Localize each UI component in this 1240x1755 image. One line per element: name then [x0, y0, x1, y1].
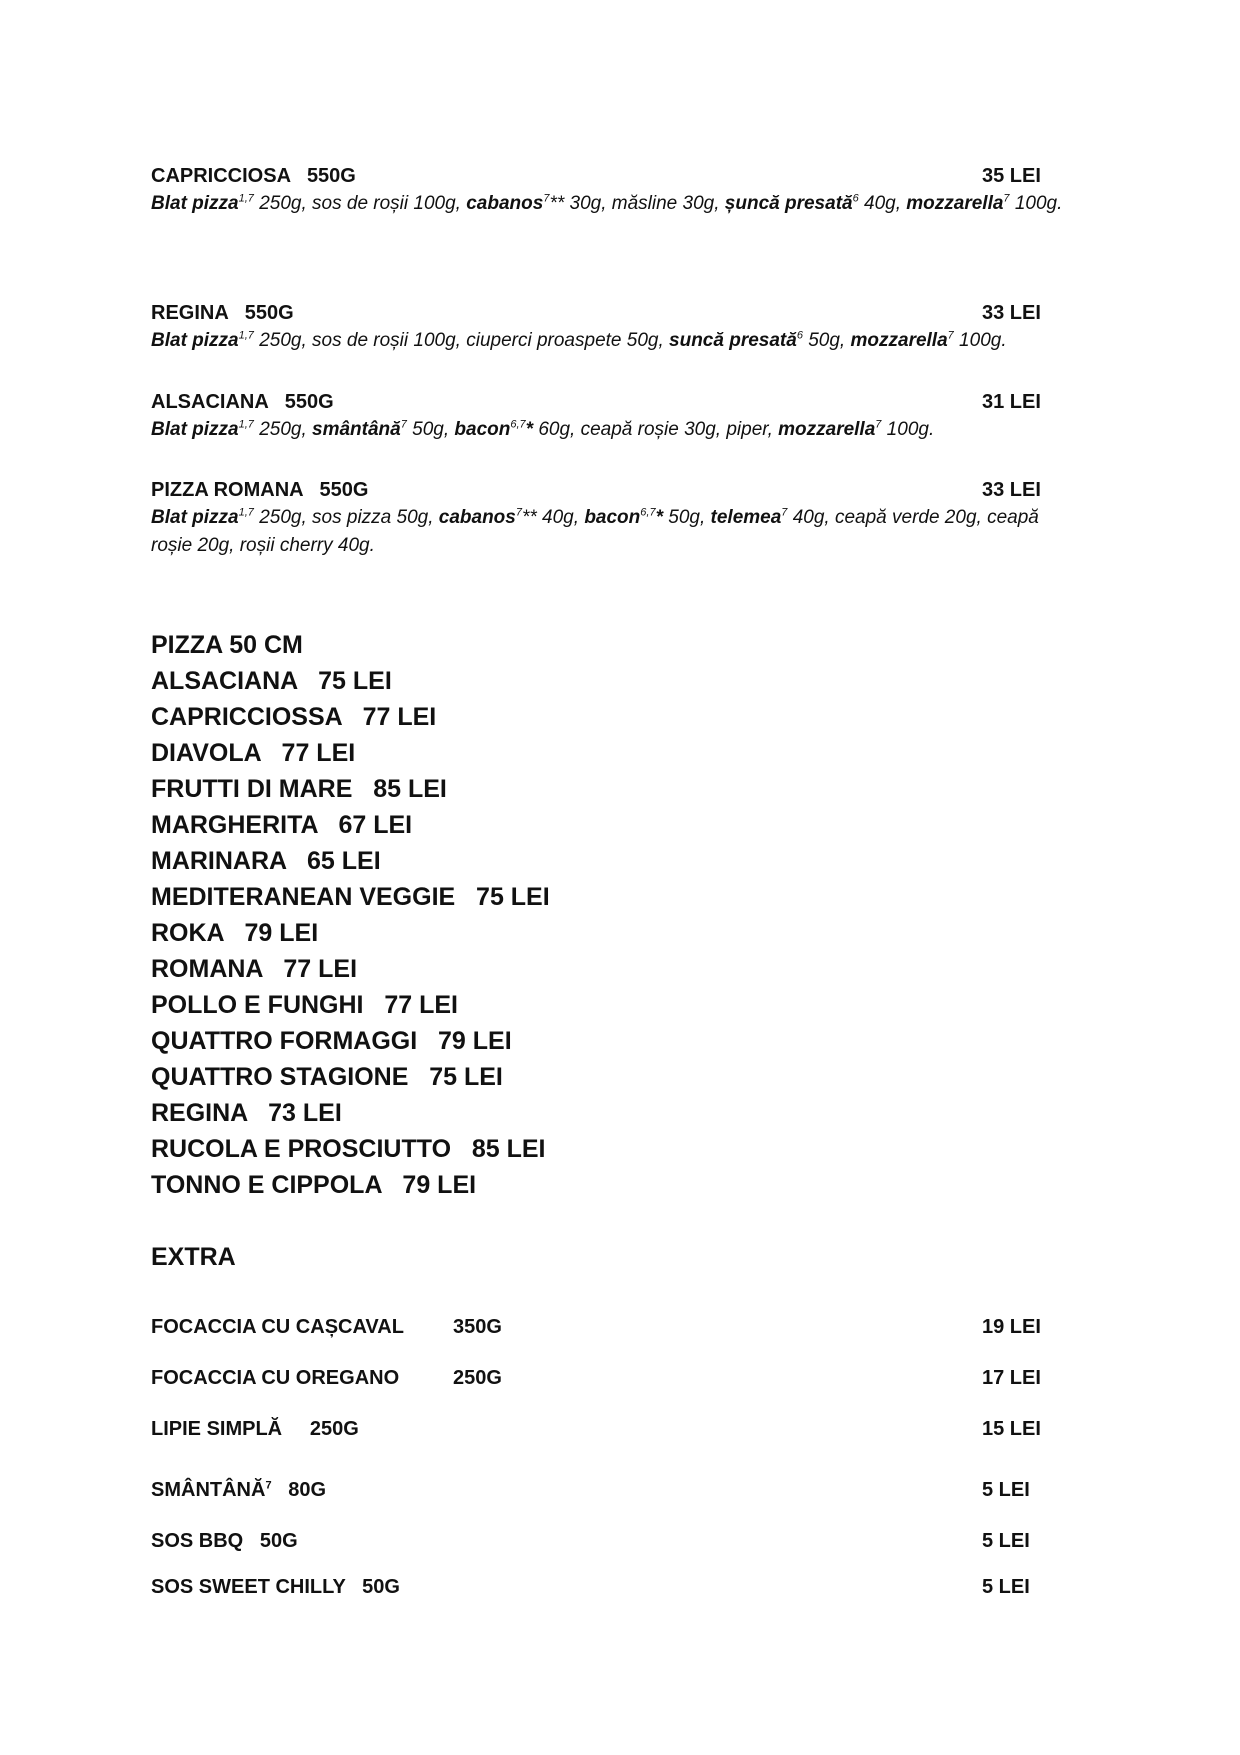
- list-item: MEDITERANEAN VEGGIE 75 LEI: [151, 883, 550, 911]
- allergen-sup: 7: [781, 506, 788, 519]
- ingredient-highlight: șuncă presată: [724, 193, 853, 214]
- ingredient-highlight: telemea: [710, 507, 782, 528]
- ingredient-highlight: mozzarella: [850, 330, 948, 351]
- allergen-sup: 1,7: [238, 418, 254, 431]
- ingredient-text: 250g, sos de roșii 100g, ciuperci proaspete 50g,: [253, 330, 670, 351]
- ingredient-text: 100g.: [1009, 193, 1063, 214]
- ingredient-highlight: Blat pizza: [151, 419, 239, 440]
- allergen-sup: 7: [265, 1479, 272, 1492]
- allergen-sup: 6: [796, 329, 803, 342]
- item-price: 31 LEI: [982, 391, 1041, 413]
- ingredient-highlight: Blat pizza: [151, 193, 239, 214]
- ingredient-highlight: bacon: [454, 419, 511, 440]
- menu-item-pizza-romana: [151, 478, 1081, 560]
- allergen-sup: 7: [1003, 192, 1010, 205]
- extra-price: 19 LEI: [982, 1316, 1041, 1338]
- ingredient-highlight: *: [655, 507, 663, 528]
- ingredient-text: 100g.: [881, 419, 935, 440]
- item-title: ALSACIANA 550G: [151, 391, 334, 413]
- list-item: FRUTTI DI MARE 85 LEI: [151, 775, 447, 803]
- ingredient-highlight: mozzarella: [906, 193, 1004, 214]
- extra-price: 5 LEI: [982, 1479, 1030, 1501]
- ingredient-highlight: suncă presată: [669, 330, 797, 351]
- list-item: ROMANA 77 LEI: [151, 955, 358, 983]
- allergen-sup: 1,7: [238, 192, 254, 205]
- item-title: REGINA 550G: [151, 302, 294, 324]
- ingredient-highlight: cabanos: [438, 507, 516, 528]
- ingredient-text: 60g, ceapă roșie 30g, piper,: [533, 419, 779, 440]
- extra-row: [151, 1529, 1081, 1555]
- menu-item-capricciosa: [151, 164, 1081, 218]
- extra-name-main: SMÂNTÂNĂ: [151, 1479, 266, 1501]
- ingredient-text: 250g, sos pizza 50g,: [253, 507, 439, 528]
- section-heading-pizza-50cm: PIZZA 50 CM: [151, 631, 303, 659]
- allergen-sup: 6,7: [510, 418, 526, 431]
- ingredient-highlight: Blat pizza: [151, 330, 239, 351]
- list-item: MARGHERITA 67 LEI: [151, 811, 413, 839]
- ingredient-text: ** 40g,: [521, 507, 585, 528]
- extra-price: 5 LEI: [982, 1530, 1030, 1552]
- extra-name: FOCACCIA CU OREGANO: [151, 1367, 400, 1389]
- list-item: ALSACIANA 75 LEI: [151, 667, 392, 695]
- extra-name: FOCACCIA CU CAȘCAVAL: [151, 1316, 404, 1338]
- ingredient-text: 40g,: [858, 193, 907, 214]
- list-item: DIAVOLA 77 LEI: [151, 739, 356, 767]
- item-price: 35 LEI: [982, 165, 1041, 187]
- allergen-sup: 6,7: [640, 506, 656, 519]
- extra-weight: 350G: [453, 1316, 502, 1338]
- extra-name: [151, 1478, 326, 1502]
- list-item: POLLO E FUNGHI 77 LEI: [151, 991, 458, 1019]
- allergen-sup: 1,7: [238, 329, 254, 342]
- ingredient-text: 40g, ceapă verde 20g, ceapă roșie 20g, roșii cherry 40g.: [151, 507, 1039, 556]
- extra-row: [151, 1315, 1081, 1341]
- item-price: 33 LEI: [982, 479, 1041, 501]
- item-description: [151, 416, 1081, 444]
- section-heading-extra: EXTRA: [151, 1243, 236, 1271]
- list-item: ROKA 79 LEI: [151, 919, 319, 947]
- list-item: RUCOLA E PROSCIUTTO 85 LEI: [151, 1135, 546, 1163]
- extra-name-after: 80G: [271, 1479, 327, 1501]
- allergen-sup: 7: [400, 418, 407, 431]
- extra-price: 15 LEI: [982, 1418, 1041, 1440]
- ingredient-text: ** 30g, măsline 30g,: [549, 193, 725, 214]
- extra-price: 5 LEI: [982, 1576, 1030, 1598]
- allergen-sup: 1,7: [238, 506, 254, 519]
- allergen-sup: 7: [947, 329, 954, 342]
- allergen-sup: 7: [543, 192, 550, 205]
- ingredient-highlight: mozzarella: [778, 419, 876, 440]
- allergen-sup: 6: [852, 192, 859, 205]
- extra-price: 17 LEI: [982, 1367, 1041, 1389]
- ingredient-text: 100g.: [953, 330, 1007, 351]
- ingredient-text: 50g,: [802, 330, 851, 351]
- allergen-sup: 7: [875, 418, 882, 431]
- menu-item-alsaciana: [151, 390, 1081, 444]
- item-price: 33 LEI: [982, 302, 1041, 324]
- menu-item-regina: [151, 301, 1081, 355]
- ingredient-highlight: Blat pizza: [151, 507, 239, 528]
- ingredient-text: 250g, sos de roșii 100g,: [253, 193, 467, 214]
- extra-row: [151, 1366, 1081, 1392]
- extra-row: [151, 1478, 1081, 1504]
- extra-name: SOS BBQ 50G: [151, 1530, 298, 1552]
- ingredient-highlight: smântână: [312, 419, 401, 440]
- list-item: QUATTRO FORMAGGI 79 LEI: [151, 1027, 512, 1055]
- item-description: [151, 504, 1081, 560]
- item-description: [151, 190, 1081, 218]
- ingredient-highlight: bacon: [584, 507, 641, 528]
- list-item: REGINA 73 LEI: [151, 1099, 342, 1127]
- list-item: TONNO E CIPPOLA 79 LEI: [151, 1171, 477, 1199]
- item-description: [151, 327, 1081, 355]
- extra-name: LIPIE SIMPLĂ 250G: [151, 1418, 359, 1440]
- list-item: CAPRICCIOSSA 77 LEI: [151, 703, 437, 731]
- ingredient-highlight: cabanos: [466, 193, 544, 214]
- list-item: MARINARA 65 LEI: [151, 847, 381, 875]
- ingredient-text: 50g,: [662, 507, 711, 528]
- item-title: CAPRICCIOSA 550G: [151, 165, 356, 187]
- extra-weight: 250G: [453, 1367, 502, 1389]
- item-title: PIZZA ROMANA 550G: [151, 479, 369, 501]
- extra-row: [151, 1575, 1081, 1601]
- extra-row: [151, 1417, 1081, 1443]
- ingredient-text: 50g,: [406, 419, 455, 440]
- allergen-sup: 7: [515, 506, 522, 519]
- extra-name: SOS SWEET CHILLY 50G: [151, 1576, 400, 1598]
- ingredient-text: 250g,: [253, 419, 313, 440]
- list-item: QUATTRO STAGIONE 75 LEI: [151, 1063, 503, 1091]
- ingredient-highlight: *: [525, 419, 534, 440]
